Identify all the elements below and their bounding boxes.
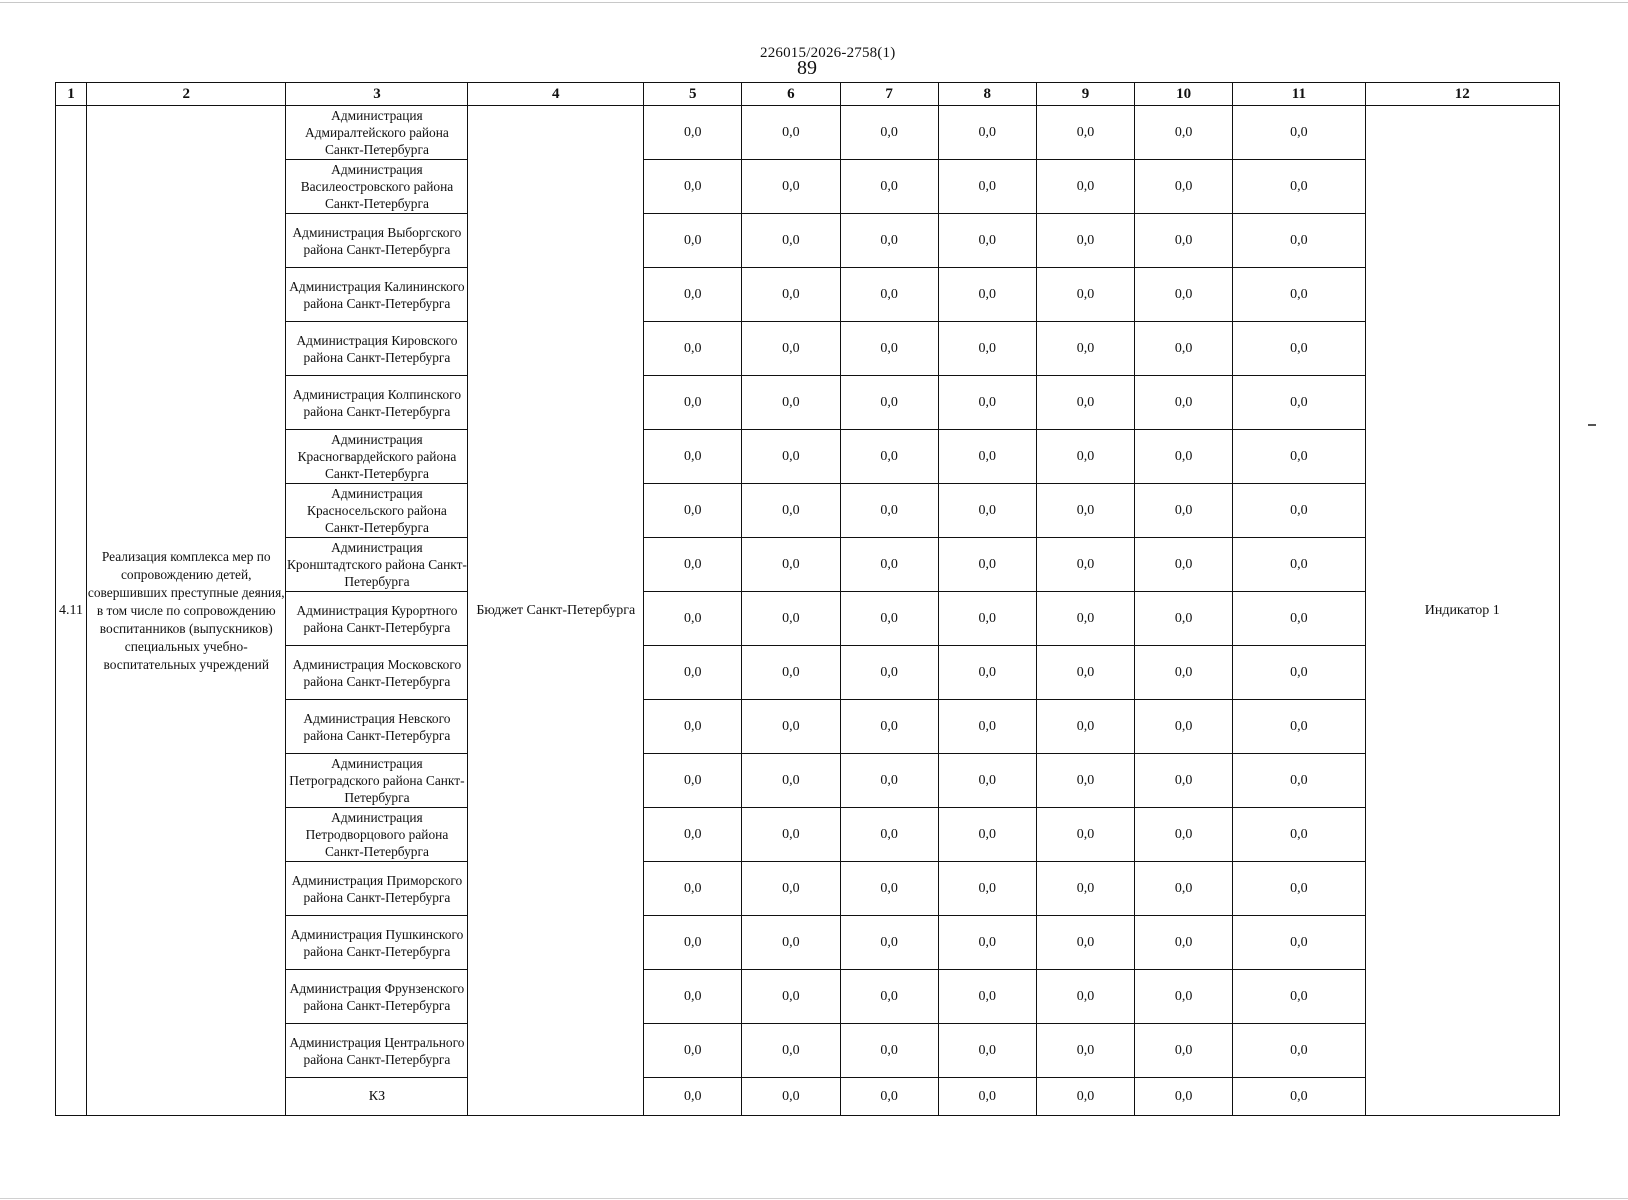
document-number: 226015/2026-2758(1) [760, 45, 896, 61]
value-cell: 0,0 [1036, 160, 1134, 214]
value-cell: 0,0 [840, 538, 938, 592]
value-cell: 0,0 [1036, 592, 1134, 646]
value-cell: 0,0 [1233, 862, 1365, 916]
value-cell: 0,0 [742, 322, 840, 376]
value-cell: 0,0 [644, 1078, 742, 1116]
value-cell: 0,0 [742, 538, 840, 592]
value-cell: 0,0 [938, 700, 1036, 754]
value-cell: 0,0 [1233, 754, 1365, 808]
value-cell: 0,0 [1036, 376, 1134, 430]
responsible-executor: Администрация Невского района Санкт-Петербурга [286, 700, 468, 754]
value-cell: 0,0 [644, 214, 742, 268]
responsible-executor: Администрация Адмиралтейского района Санкт-Петербурга [286, 106, 468, 160]
value-cell: 0,0 [644, 268, 742, 322]
value-cell: 0,0 [1233, 160, 1365, 214]
value-cell: 0,0 [1036, 916, 1134, 970]
responsible-executor: Администрация Калининского района Санкт-Петербурга [286, 268, 468, 322]
value-cell: 0,0 [742, 646, 840, 700]
value-cell: 0,0 [644, 808, 742, 862]
value-cell: 0,0 [1036, 862, 1134, 916]
value-cell: 0,0 [1135, 808, 1233, 862]
value-cell: 0,0 [742, 268, 840, 322]
responsible-executor: Администрация Петроградского района Санкт-Петербурга [286, 754, 468, 808]
value-cell: 0,0 [938, 430, 1036, 484]
col-header-4: 4 [468, 83, 644, 106]
value-cell: 0,0 [938, 862, 1036, 916]
value-cell: 0,0 [742, 214, 840, 268]
value-cell: 0,0 [1036, 430, 1134, 484]
value-cell: 0,0 [840, 646, 938, 700]
value-cell: 0,0 [840, 916, 938, 970]
value-cell: 0,0 [938, 592, 1036, 646]
col-header-8: 8 [938, 83, 1036, 106]
value-cell: 0,0 [840, 754, 938, 808]
table-body [56, 106, 1560, 1116]
value-cell: 0,0 [840, 592, 938, 646]
value-cell: 0,0 [644, 970, 742, 1024]
value-cell: 0,0 [644, 916, 742, 970]
value-cell: 0,0 [742, 106, 840, 160]
value-cell: 0,0 [840, 322, 938, 376]
value-cell: 0,0 [1233, 106, 1365, 160]
value-cell: 0,0 [1135, 592, 1233, 646]
value-cell: 0,0 [644, 538, 742, 592]
value-cell: 0,0 [1135, 754, 1233, 808]
measure-description: Реализация комплекса мер по сопровождению детей, совершивших преступные деяния, в том числе по сопровождению воспитанников (выпускников) специальных учебно-воспитательных учреждений [87, 106, 286, 1116]
value-cell: 0,0 [1135, 268, 1233, 322]
value-cell: 0,0 [644, 862, 742, 916]
value-cell: 0,0 [644, 646, 742, 700]
value-cell: 0,0 [1135, 160, 1233, 214]
scan-bottom-edge [0, 1198, 1628, 1199]
value-cell: 0,0 [742, 754, 840, 808]
value-cell: 0,0 [1036, 484, 1134, 538]
value-cell: 0,0 [1036, 808, 1134, 862]
value-cell: 0,0 [938, 106, 1036, 160]
value-cell: 0,0 [1135, 1024, 1233, 1078]
value-cell: 0,0 [938, 808, 1036, 862]
value-cell: 0,0 [1233, 970, 1365, 1024]
value-cell: 0,0 [1233, 268, 1365, 322]
value-cell: 0,0 [840, 862, 938, 916]
value-cell: 0,0 [644, 160, 742, 214]
value-cell: 0,0 [1036, 214, 1134, 268]
responsible-executor: Администрация Красносельского района Санкт-Петербурга [286, 484, 468, 538]
header-row [56, 83, 1560, 106]
responsible-executor: Администрация Кронштадтского района Санкт-Петербурга [286, 538, 468, 592]
value-cell: 0,0 [938, 268, 1036, 322]
value-cell: 0,0 [840, 1078, 938, 1116]
value-cell: 0,0 [742, 700, 840, 754]
value-cell: 0,0 [644, 592, 742, 646]
value-cell: 0,0 [1135, 1078, 1233, 1116]
responsible-executor: Администрация Курортного района Санкт-Петербурга [286, 592, 468, 646]
value-cell: 0,0 [840, 700, 938, 754]
value-cell: 0,0 [1233, 1078, 1365, 1116]
value-cell: 0,0 [1036, 268, 1134, 322]
value-cell: 0,0 [938, 538, 1036, 592]
value-cell: 0,0 [840, 268, 938, 322]
value-cell: 0,0 [1233, 214, 1365, 268]
col-header-3: 3 [286, 83, 468, 106]
value-cell: 0,0 [938, 214, 1036, 268]
value-cell: 0,0 [644, 106, 742, 160]
value-cell: 0,0 [840, 376, 938, 430]
value-cell: 0,0 [1135, 862, 1233, 916]
responsible-executor: Администрация Петродворцового района Санкт-Петербурга [286, 808, 468, 862]
value-cell: 0,0 [742, 808, 840, 862]
value-cell: 0,0 [1036, 1078, 1134, 1116]
value-cell: 0,0 [742, 376, 840, 430]
col-header-11: 11 [1233, 83, 1365, 106]
value-cell: 0,0 [742, 484, 840, 538]
value-cell: 0,0 [644, 376, 742, 430]
value-cell: 0,0 [938, 1078, 1036, 1116]
value-cell: 0,0 [1036, 646, 1134, 700]
value-cell: 0,0 [840, 214, 938, 268]
value-cell: 0,0 [1233, 484, 1365, 538]
value-cell: 0,0 [742, 916, 840, 970]
scan-top-edge [0, 2, 1628, 3]
col-header-1: 1 [56, 83, 87, 106]
col-header-7: 7 [840, 83, 938, 106]
value-cell: 0,0 [1036, 538, 1134, 592]
value-cell: 0,0 [840, 808, 938, 862]
value-cell: 0,0 [938, 484, 1036, 538]
value-cell: 0,0 [1135, 970, 1233, 1024]
responsible-executor: Администрация Колпинского района Санкт-Петербурга [286, 376, 468, 430]
value-cell: 0,0 [1233, 376, 1365, 430]
budget-table [55, 82, 1560, 1116]
row-number: 4.11 [56, 106, 87, 1116]
responsible-executor: Администрация Фрунзенского района Санкт-Петербурга [286, 970, 468, 1024]
value-cell: 0,0 [938, 754, 1036, 808]
value-cell: 0,0 [1233, 592, 1365, 646]
value-cell: 0,0 [840, 430, 938, 484]
value-cell: 0,0 [1135, 214, 1233, 268]
responsible-executor: КЗ [286, 1078, 468, 1116]
value-cell: 0,0 [644, 430, 742, 484]
value-cell: 0,0 [1036, 106, 1134, 160]
value-cell: 0,0 [1233, 916, 1365, 970]
value-cell: 0,0 [938, 646, 1036, 700]
value-cell: 0,0 [1036, 754, 1134, 808]
col-header-2: 2 [87, 83, 286, 106]
scan-mark [1588, 424, 1596, 426]
value-cell: 0,0 [1036, 322, 1134, 376]
value-cell: 0,0 [1036, 700, 1134, 754]
value-cell: 0,0 [1135, 646, 1233, 700]
value-cell: 0,0 [644, 322, 742, 376]
value-cell: 0,0 [742, 862, 840, 916]
value-cell: 0,0 [840, 970, 938, 1024]
value-cell: 0,0 [840, 1024, 938, 1078]
col-header-12: 12 [1365, 83, 1559, 106]
table-row [56, 106, 1560, 160]
value-cell: 0,0 [938, 322, 1036, 376]
value-cell: 0,0 [1135, 376, 1233, 430]
responsible-executor: Администрация Выборгского района Санкт-Петербурга [286, 214, 468, 268]
value-cell: 0,0 [938, 160, 1036, 214]
value-cell: 0,0 [644, 754, 742, 808]
responsible-executor: Администрация Красногвардейского района Санкт-Петербурга [286, 430, 468, 484]
responsible-executor: Администрация Пушкинского района Санкт-Петербурга [286, 916, 468, 970]
value-cell: 0,0 [1233, 538, 1365, 592]
value-cell: 0,0 [840, 106, 938, 160]
value-cell: 0,0 [742, 160, 840, 214]
value-cell: 0,0 [1036, 970, 1134, 1024]
value-cell: 0,0 [938, 970, 1036, 1024]
value-cell: 0,0 [1135, 700, 1233, 754]
value-cell: 0,0 [1233, 646, 1365, 700]
value-cell: 0,0 [1135, 484, 1233, 538]
indicator-cell: Индикатор 1 [1365, 106, 1559, 1116]
value-cell: 0,0 [1135, 430, 1233, 484]
col-header-10: 10 [1135, 83, 1233, 106]
value-cell: 0,0 [1135, 322, 1233, 376]
value-cell: 0,0 [1233, 322, 1365, 376]
value-cell: 0,0 [1233, 1024, 1365, 1078]
value-cell: 0,0 [644, 1024, 742, 1078]
page-number: 89 [797, 57, 817, 79]
value-cell: 0,0 [1233, 700, 1365, 754]
value-cell: 0,0 [742, 592, 840, 646]
value-cell: 0,0 [938, 376, 1036, 430]
responsible-executor: Администрация Центрального района Санкт-Петербурга [286, 1024, 468, 1078]
value-cell: 0,0 [1135, 106, 1233, 160]
value-cell: 0,0 [1233, 808, 1365, 862]
responsible-executor: Администрация Кировского района Санкт-Петербурга [286, 322, 468, 376]
value-cell: 0,0 [1135, 538, 1233, 592]
value-cell: 0,0 [1135, 916, 1233, 970]
col-header-6: 6 [742, 83, 840, 106]
value-cell: 0,0 [938, 1024, 1036, 1078]
value-cell: 0,0 [742, 1024, 840, 1078]
funding-source: Бюджет Санкт-Петербурга [468, 106, 644, 1116]
responsible-executor: Администрация Приморского района Санкт-Петербурга [286, 862, 468, 916]
value-cell: 0,0 [742, 430, 840, 484]
value-cell: 0,0 [938, 916, 1036, 970]
value-cell: 0,0 [1233, 430, 1365, 484]
value-cell: 0,0 [840, 484, 938, 538]
value-cell: 0,0 [840, 160, 938, 214]
value-cell: 0,0 [644, 700, 742, 754]
responsible-executor: Администрация Московского района Санкт-Петербурга [286, 646, 468, 700]
value-cell: 0,0 [742, 970, 840, 1024]
value-cell: 0,0 [644, 484, 742, 538]
value-cell: 0,0 [1036, 1024, 1134, 1078]
col-header-5: 5 [644, 83, 742, 106]
value-cell: 0,0 [742, 1078, 840, 1116]
col-header-9: 9 [1036, 83, 1134, 106]
responsible-executor: Администрация Василеостровского района Санкт-Петербурга [286, 160, 468, 214]
